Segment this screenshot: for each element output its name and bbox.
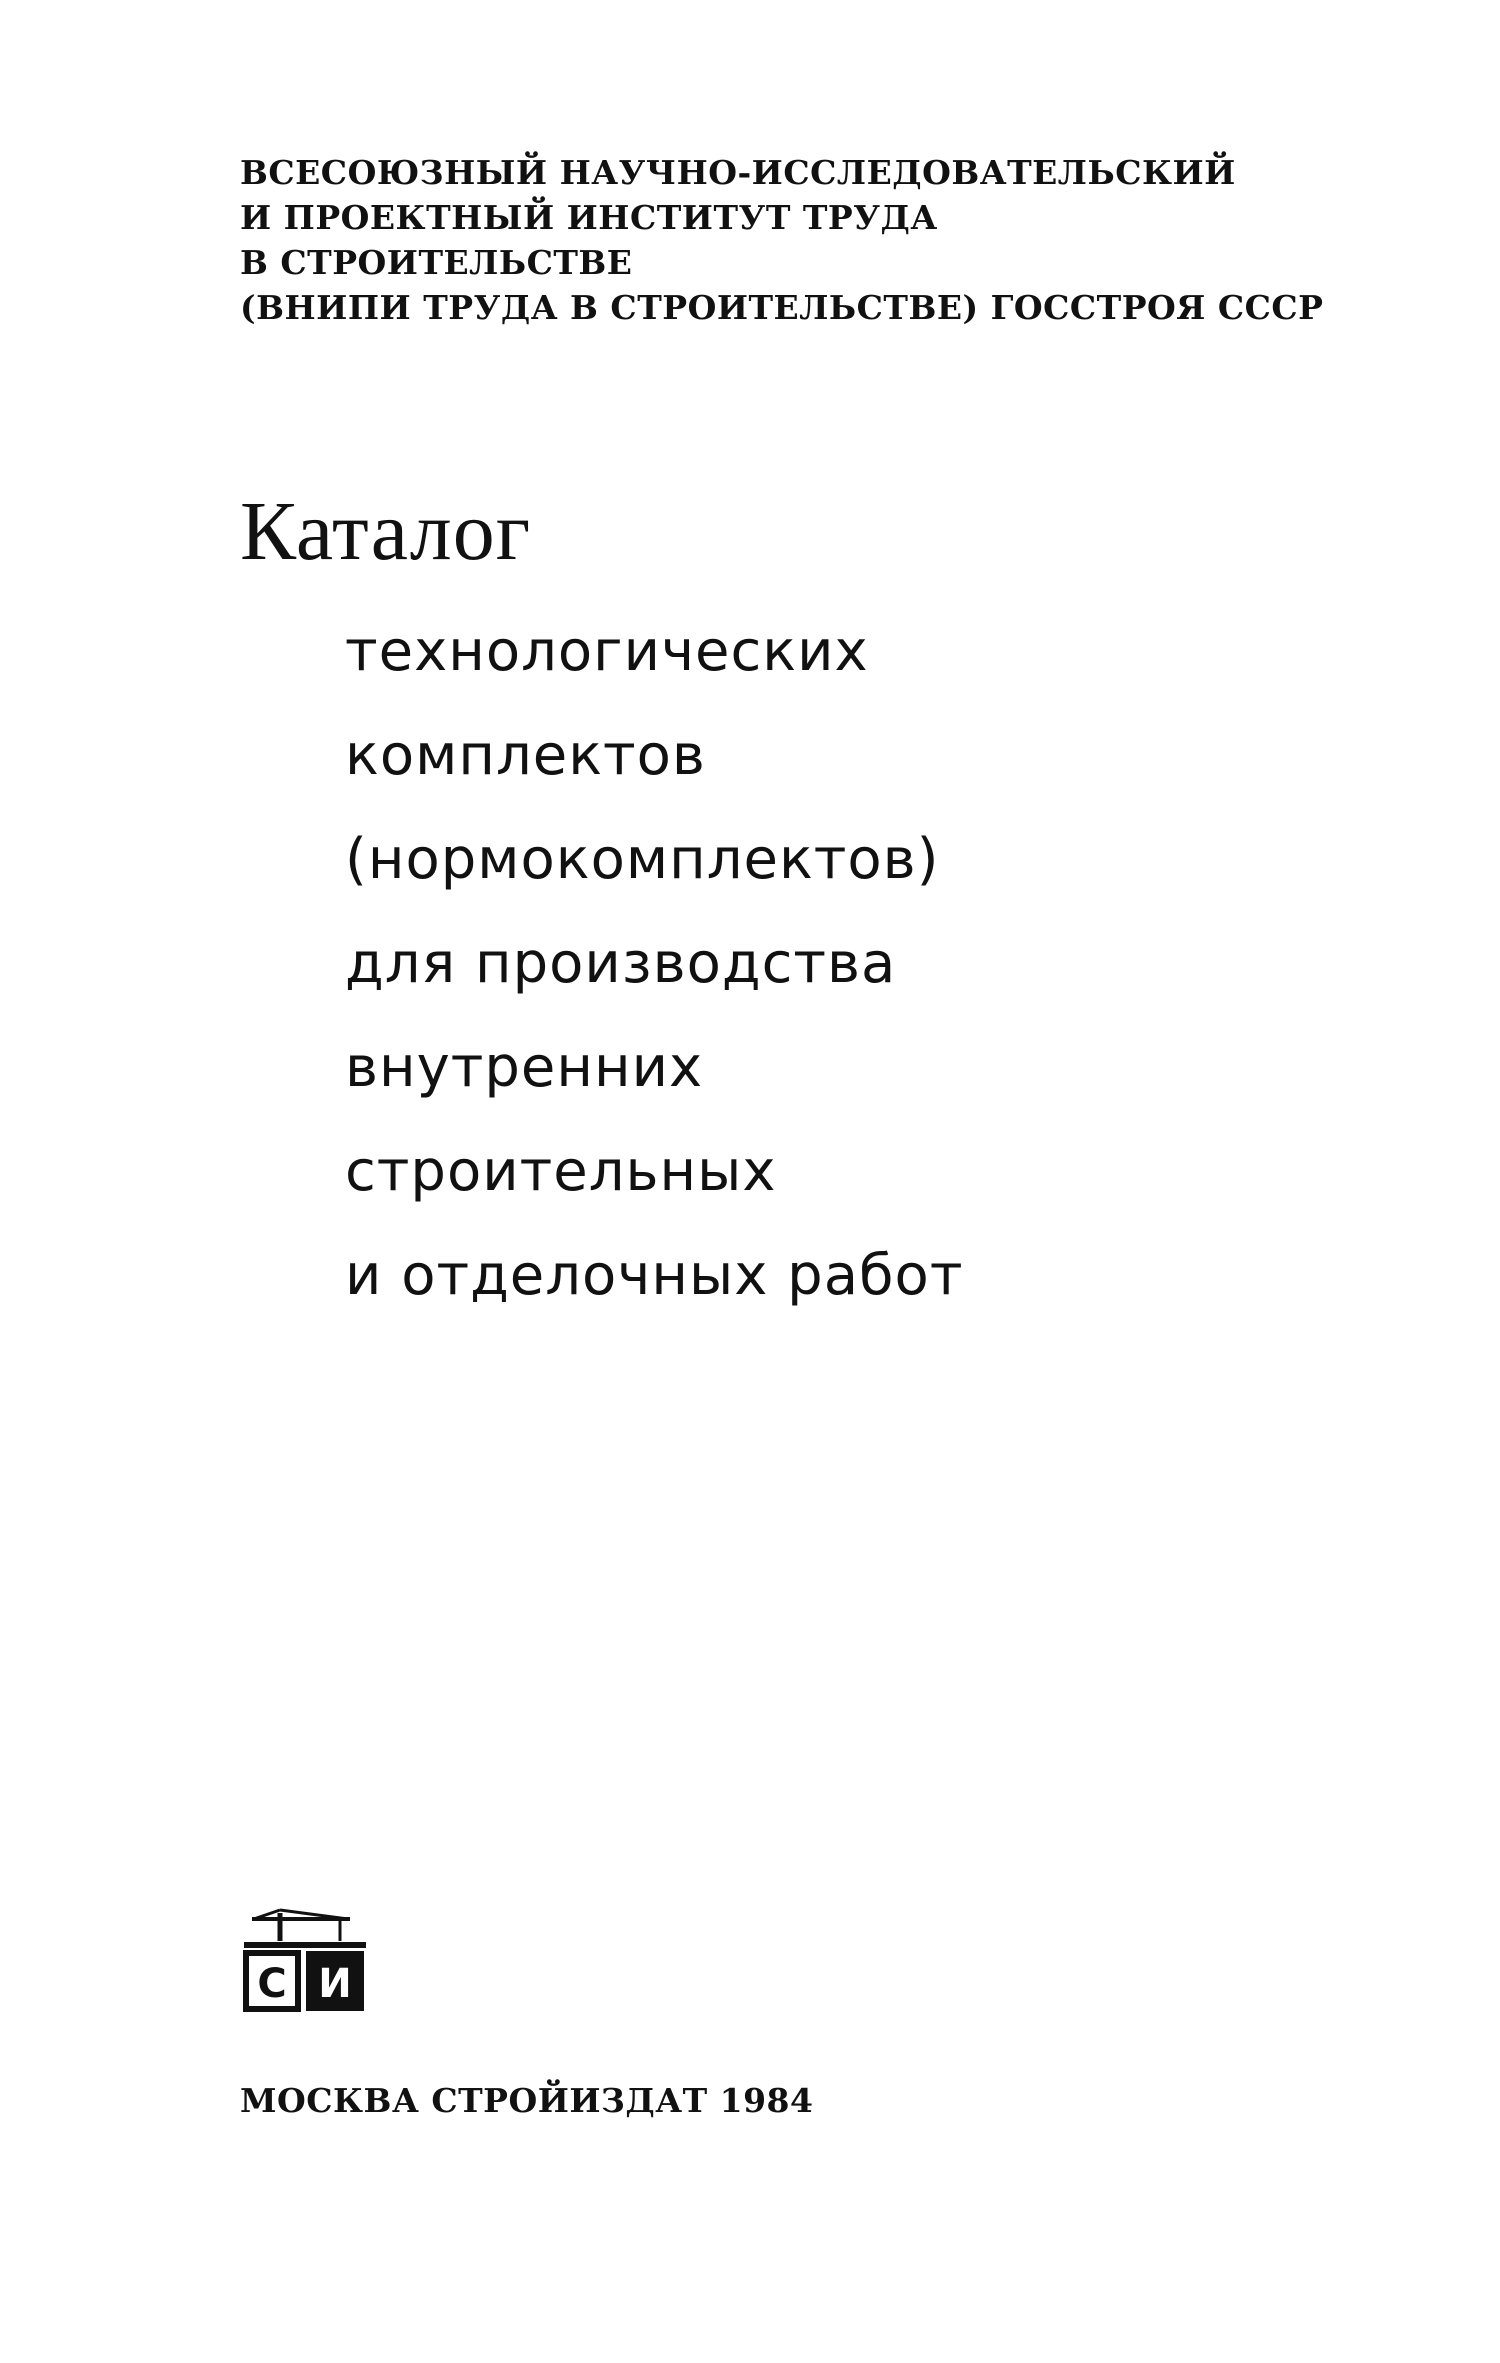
publisher-logo-icon — [240, 1905, 370, 2020]
institute-line: И ПРОЕКТНЫЙ ИНСТИТУТ ТРУДА — [240, 198, 938, 237]
subtitle-line: комплектов — [345, 723, 706, 788]
logo-letter: И — [318, 1961, 352, 2007]
institute-line: (ВНИПИ ТРУДА В СТРОИТЕЛЬСТВЕ) ГОССТРОЯ СССР — [240, 288, 1324, 327]
logo-letter: С — [257, 1961, 287, 2007]
institute-name — [240, 150, 1323, 330]
institute-line: ВСЕСОЮЗНЫЙ НАУЧНО-ИССЛЕДОВАТЕЛЬСКИЙ — [240, 153, 1236, 192]
subtitle-line: строительных — [345, 1139, 777, 1204]
institute-line: В СТРОИТЕЛЬСТВЕ — [240, 243, 633, 282]
book-subtitle — [345, 600, 963, 1328]
subtitle-line: (нормокомплектов) — [345, 827, 940, 892]
publisher-imprint: МОСКВА СТРОЙИЗДАТ 1984 — [240, 2081, 814, 2120]
book-title: Каталог — [240, 485, 532, 578]
subtitle-line: и отделочных работ — [345, 1243, 964, 1308]
subtitle-line: внутренних — [345, 1035, 704, 1100]
subtitle-line: для производства — [345, 931, 897, 996]
subtitle-line: технологических — [345, 619, 869, 684]
